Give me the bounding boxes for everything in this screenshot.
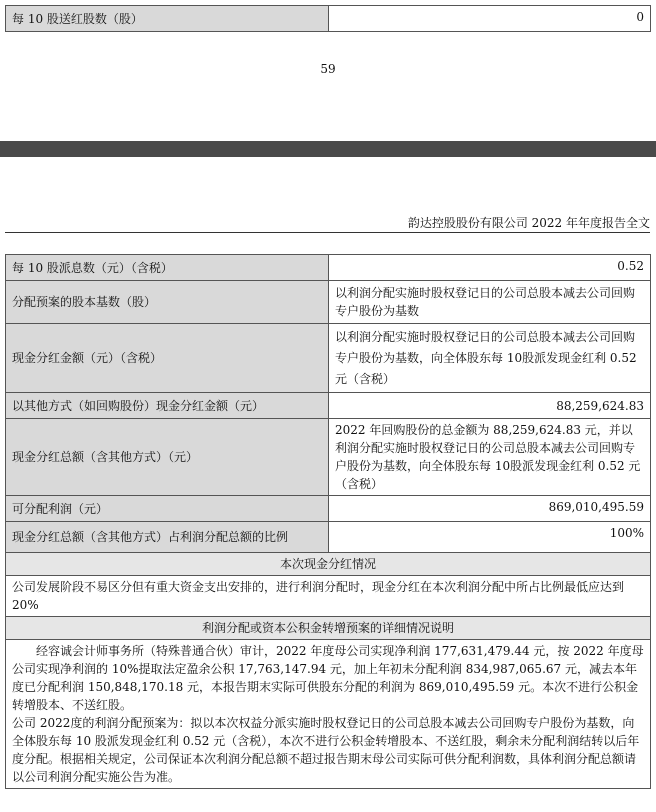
row-value: 869,010,495.59 [329, 496, 651, 522]
dividend-table [5, 254, 651, 789]
row-label: 现金分红总额（含其他方式）占利润分配总额的比例 [6, 522, 329, 553]
row-value: 0.52 [329, 255, 651, 281]
table-row [6, 324, 651, 393]
section-header [6, 617, 651, 640]
row-label: 每 10 股派息数（元）（含税） [6, 255, 329, 281]
section-title: 本次现金分红情况 [6, 553, 651, 576]
table-row [6, 6, 651, 32]
section-text: 公司发展阶段不易区分但有重大资金支出安排的，进行利润分配时，现金分红在本次利润分配中所占比例最低应达到 20% [6, 576, 651, 617]
row-value: 0 [329, 6, 651, 32]
table-row [6, 281, 651, 324]
row-label: 现金分红金额（元）（含税） [6, 324, 329, 393]
header-rule [5, 232, 650, 233]
page-header: 韵达控股股份有限公司 2022 年年度报告全文 [407, 216, 650, 230]
row-label: 现金分红总额（含其他方式）（元） [6, 419, 329, 496]
page-separator [0, 141, 656, 157]
page-number: 59 [320, 62, 336, 76]
section-body [6, 640, 651, 789]
row-value: 以利润分配实施时股权登记日的公司总股本减去公司回购专户股份为基数，向全体股东每 10股派发现金红利 0.52 元（含税） [329, 324, 651, 393]
row-label: 以其他方式（如回购股份）现金分红金额（元） [6, 393, 329, 419]
table-row [6, 255, 651, 281]
row-label: 可分配利润（元） [6, 496, 329, 522]
section-detail [6, 640, 651, 789]
row-label: 每 10 股送红股数（股） [6, 6, 329, 32]
row-label: 分配预案的股本基数（股） [6, 281, 329, 324]
table-row [6, 522, 651, 553]
detail-paragraph: 经容诚会计师事务所（特殊普通合伙）审计，2022 年度母公司实现净利润 177,631,479.44 元，按 2022 年度母公司实现净利润的 10%提取法定盈余公积 17,763,147.94 元，加上年初未分配利润 834,987,065.67 元，减去本年度已分配利润 150,848,170.18 元，本报告期末实际可供股东分配的利润为 869,010,495.59 元。本次不进行公积金转增股本、不送红股。 [12, 644, 644, 712]
row-value: 88,259,624.83 [329, 393, 651, 419]
detail-paragraph: 公司 2022度的利润分配预案为：拟以本次权益分派实施时股权登记日的公司总股本减去公司回购专户股份为基数，向全体股东每 10 股派发现金红利 0.52 元（含税），本次不进行公积金转增股本、不送红股，剩余未分配利润结转以后年度分配。根据相关规定，公司保证本次利润分配总额不超过报告期末母公司实际可供分配利润数，具体利润分配总额请以公司利润分配实施公告为准。 [12, 716, 640, 784]
table-row [6, 419, 651, 496]
section-title: 利润分配或资本公积金转增预案的详细情况说明 [6, 617, 651, 640]
top-table [5, 5, 651, 32]
table-row [6, 496, 651, 522]
table-row [6, 393, 651, 419]
row-value: 以利润分配实施时股权登记日的公司总股本减去公司回购专户股份为基数 [329, 281, 651, 324]
section-body [6, 576, 651, 617]
row-value: 2022 年回购股份的总金额为 88,259,624.83 元，并以利润分配实施时股权登记日的公司总股本减去公司回购专户股份为基数，向全体股东每 10股派发现金红利 0.52 元（含税） [329, 419, 651, 496]
row-value: 100% [329, 522, 651, 553]
section-header [6, 553, 651, 576]
